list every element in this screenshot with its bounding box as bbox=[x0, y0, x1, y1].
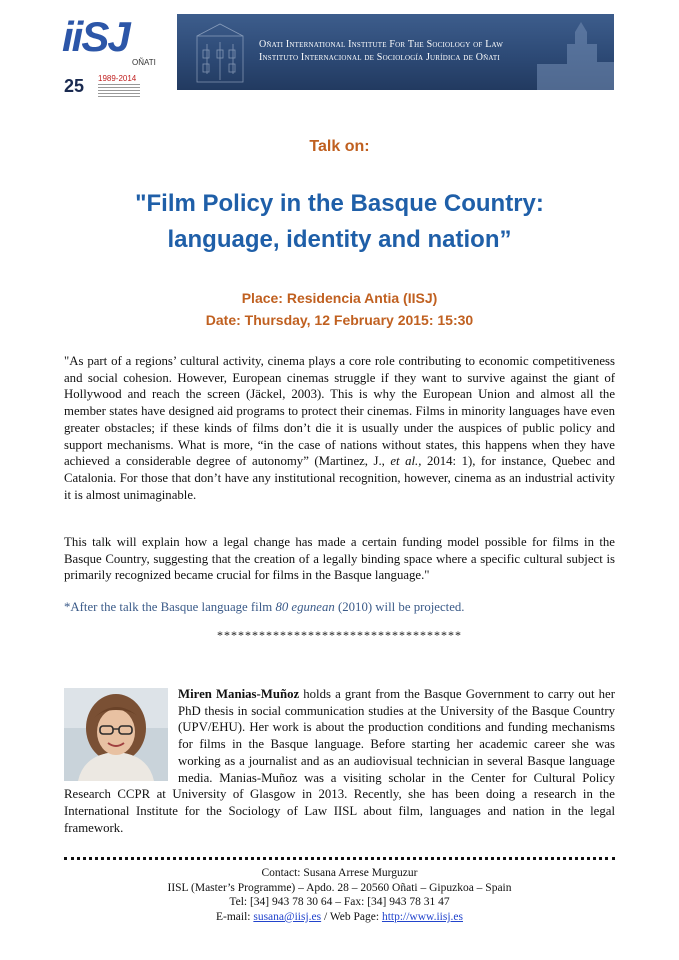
logo-years: 1989-2014 bbox=[98, 74, 137, 83]
speaker-bio-text: holds a grant from the Basque Government to carry out her PhD thesis in social communication studies at the University of the Basque Country (UPV/EHU). Her work is about the production conditions and funding mechanisms for films in the Basque language. Before starting her academic career she was working as a journalist and as an audiovisual technician in several Basque language media. Manias-Muñoz was a visiting scholar in the Center for Cultural Policy Research CCPR at University of Glasgow in 2013. Recently, she has been doing a research in the International Institute for the Sociology of Law IISL about film, languages and nation in the legal framework. bbox=[64, 687, 615, 835]
screening-film-title: 80 egunean bbox=[275, 600, 335, 614]
footer-divider bbox=[64, 857, 615, 860]
logo-decoration bbox=[98, 84, 140, 98]
event-place: Place: Residencia Antia (IISJ) bbox=[241, 290, 438, 306]
screening-note-text: *After the talk the Basque language film bbox=[64, 600, 276, 614]
abstract-paragraph-1 bbox=[64, 353, 615, 503]
email-link[interactable]: susana@iisj.es bbox=[253, 910, 322, 923]
abstract-p1-text-end: 2014: 1), for instance, Quebec and Catalonia. For those that don’t have any institutional recognition, however, cinema as an industrial activity it is almost unimaginable. bbox=[64, 454, 615, 502]
logo-anniversary: 25 bbox=[64, 76, 85, 96]
logo-onati: OÑATI bbox=[132, 58, 156, 67]
screening-note bbox=[64, 600, 465, 615]
star-separator: *********************************** bbox=[217, 628, 462, 642]
speaker-name: Miren Manias-Muñoz bbox=[178, 687, 300, 701]
abstract-p1-text: "As part of a regions’ cultural activity, cinema plays a core role contributing to economic competitiveness and social cohesion. However, European cinemas struggle if they want to survive against the giant of Hollywood and reach the screen (Jäckel, 2003). This is why the European Union and almost all the member states have designed aid programs to protect their cinemas. Films in minority languages have even greater obstacles; if these kinds of films don’t die it is usually under the auspices of public policy and support mechanisms. What is more, “in the case of nations without states, this happens when they have achieved a considerable degree of autonomy” (Martinez, J., bbox=[64, 354, 615, 469]
abstract-paragraph-2: This talk will explain how a legal change has made a certain funding model possible for films in the Basque Country, suggesting that the creation of a legally binding space where a specific cultural subject is primarily recognized became crucial for films in the Basque language." bbox=[64, 535, 615, 583]
banner-text bbox=[259, 38, 503, 64]
bio-photo-spacer bbox=[64, 686, 172, 779]
banner-line-spanish: Instituto Internacional de Sociología Jurídica de Oñati bbox=[259, 52, 500, 63]
talk-title-line-1: "Film Policy in the Basque Country: bbox=[135, 190, 544, 217]
footer-phone: Tel: [34] 943 78 30 64 – Fax: [34] 943 78 31 47 bbox=[229, 896, 450, 909]
footer-contact: Contact: Susana Arrese Murguzur bbox=[261, 867, 418, 879]
abstract-p1-citation: et al., bbox=[390, 454, 422, 469]
footer-web-line bbox=[0, 910, 679, 925]
talk-title bbox=[0, 186, 679, 258]
event-details bbox=[0, 287, 679, 331]
screening-note-text-end: (2010) will be projected. bbox=[334, 600, 465, 614]
website-link[interactable]: http://www.iisj.es bbox=[381, 910, 463, 923]
talk-title-line-2: language, identity and nation” bbox=[167, 226, 512, 253]
iisj-logo bbox=[62, 14, 172, 96]
footer-address: IISL (Master’s Programme) – Apdo. 28 – 20560 Oñati – Gipuzkoa – Spain bbox=[167, 881, 512, 894]
footer-email-label: E-mail: bbox=[215, 910, 254, 923]
speaker-bio bbox=[64, 686, 615, 836]
footer-web-label: / Web Page: bbox=[321, 910, 382, 923]
contact-footer bbox=[0, 866, 679, 924]
logo-wordmark: iiSJ bbox=[62, 13, 129, 60]
institute-banner bbox=[177, 14, 614, 90]
banner-line-english: Oñati International Institute For The Sociology of Law bbox=[259, 39, 504, 50]
talk-on-label: Talk on: bbox=[309, 138, 370, 155]
event-date: Date: Thursday, 12 February 2015: 15:30 bbox=[205, 312, 474, 328]
